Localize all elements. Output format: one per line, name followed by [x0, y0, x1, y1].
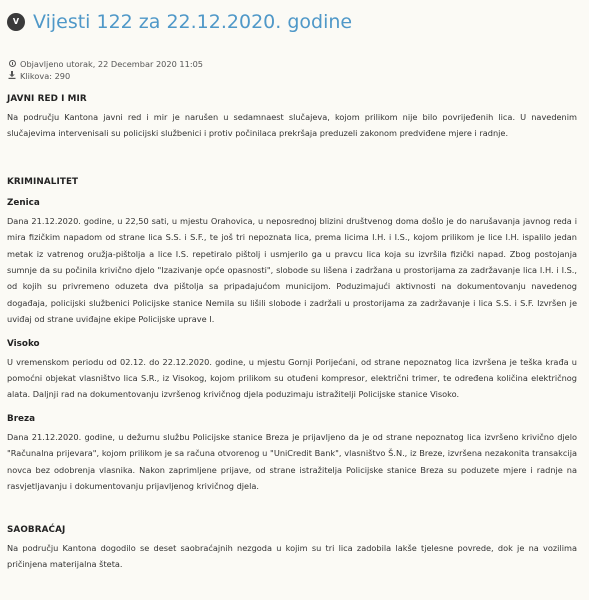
- article-title[interactable]: Vijesti 122 za 22.12.2020. godine: [33, 11, 353, 33]
- section-title-kriminalitet: KRIMINALITET: [7, 176, 79, 187]
- section-title-javni-red: JAVNI RED I MIR: [7, 94, 87, 104]
- paragraph-saobracaj: Na području Kantona dogodilo se deset saobraćajnih nezgoda u kojim su tri lica zadobila lakše tjelesne povrede, dok je na vozilima pričinjena materijalna šteta.: [7, 542, 577, 569]
- paragraph-javni-red: Na području Kantona javni red i mir je narušen u sedamnaest slučajeva, kojom prilikom nije bilo povrijeđenih lica. U navedenim slučajevima intervenisali su policijski službenici i protiv počinilaca prekršaja preduzeli zakonom predviđene mjere i radnje.: [7, 112, 577, 139]
- click-count: Klikova: 290: [20, 71, 71, 81]
- download-icon: [7, 70, 17, 82]
- clicks-row: [7, 70, 577, 82]
- section-title-saobracaj: SAOBRAĆAJ: [7, 524, 66, 535]
- subsection-title-zenica: Zenica: [7, 197, 40, 208]
- subsection-title-breza: Breza: [7, 413, 36, 424]
- article-meta: [7, 58, 577, 82]
- article-header: [7, 0, 577, 44]
- published-date: Objavljeno utorak, 22 Decembar 2020 11:05: [20, 59, 203, 69]
- paragraph-breza: Dana 21.12.2020. godine, u dežurnu službu Policijske stanice Breza je prijavljeno da je od strane nepoznatog lica izvršeno krivično djelo "Računalna prijevara", kojom prilikom je sa računa otvorenog u "UniCredit Bank", vlasništvo Š.N., iz Breze, izvršena nezakonita transakcija novca bez odobrenja vlasnika. Nakon zaprimljene prijave, od strane istražitelja Policijske stanice Breza su poduzete mjere i radnje na rasvjetljavanju i dokumentovanju prijavljenog krivičnog djela.: [7, 431, 577, 492]
- published-row: [7, 58, 577, 70]
- clock-icon: [7, 58, 17, 70]
- subsection-title-visoko: Visoko: [7, 338, 40, 349]
- paragraph-zenica: Dana 21.12.2020. godine, u 22,50 sati, u mjestu Orahovica, u neposrednoj blizini društvenog doma došlo je do narušavanja javnog reda i mira fizičkim napadom od strane lica S.S. i S.F., te još tri nepoznata lica, prema licima I.H. i I.S., kojom prilikom je lice I.H. ispalilo jedan metak iz vatrenog oružja-pištolja a lice I.S. repetiralo pištolj i usmjerilo ga u pravcu lica koja su izvršila fizički napad. Zbog postojanja sumnje da su počinila krivično djelo "Izazivanje opće opasnosti", slobode su lišena i zadržana u prostorijama za zadržavanje lica I.H. i I.S., od kojih su privremeno oduzeta dva pištolja sa pripadajućom municijom. Poduzimajući aktivnosti na dokumentovanju navedenog događaja, policijski službenici Policijske stanice Nemila su lišili slobode i zadržali u prostorijama za zadržavanje i lica S.S. i S.F. Izvršen je uviđaj od strane uviđajne ekipe Policijske uprave I.: [7, 215, 577, 325]
- paragraph-visoko: U vremenskom periodu od 02.12. do 22.12.2020. godine, u mjestu Gornji Porijećani, od strane nepoznatog lica izvršena je teška krađa u pomoćni objekat vlasništvo lica S.R., iz Visokog, kojom prilikom su otuđeni kompresor, električni trimer, te određena količina električnog alata. Daljnji rad na dokumentovanju izvršenog krivičnog djela poduzimaju istražitelji Policijske stanice Visoko.: [7, 356, 577, 400]
- category-badge-icon: V: [7, 13, 25, 31]
